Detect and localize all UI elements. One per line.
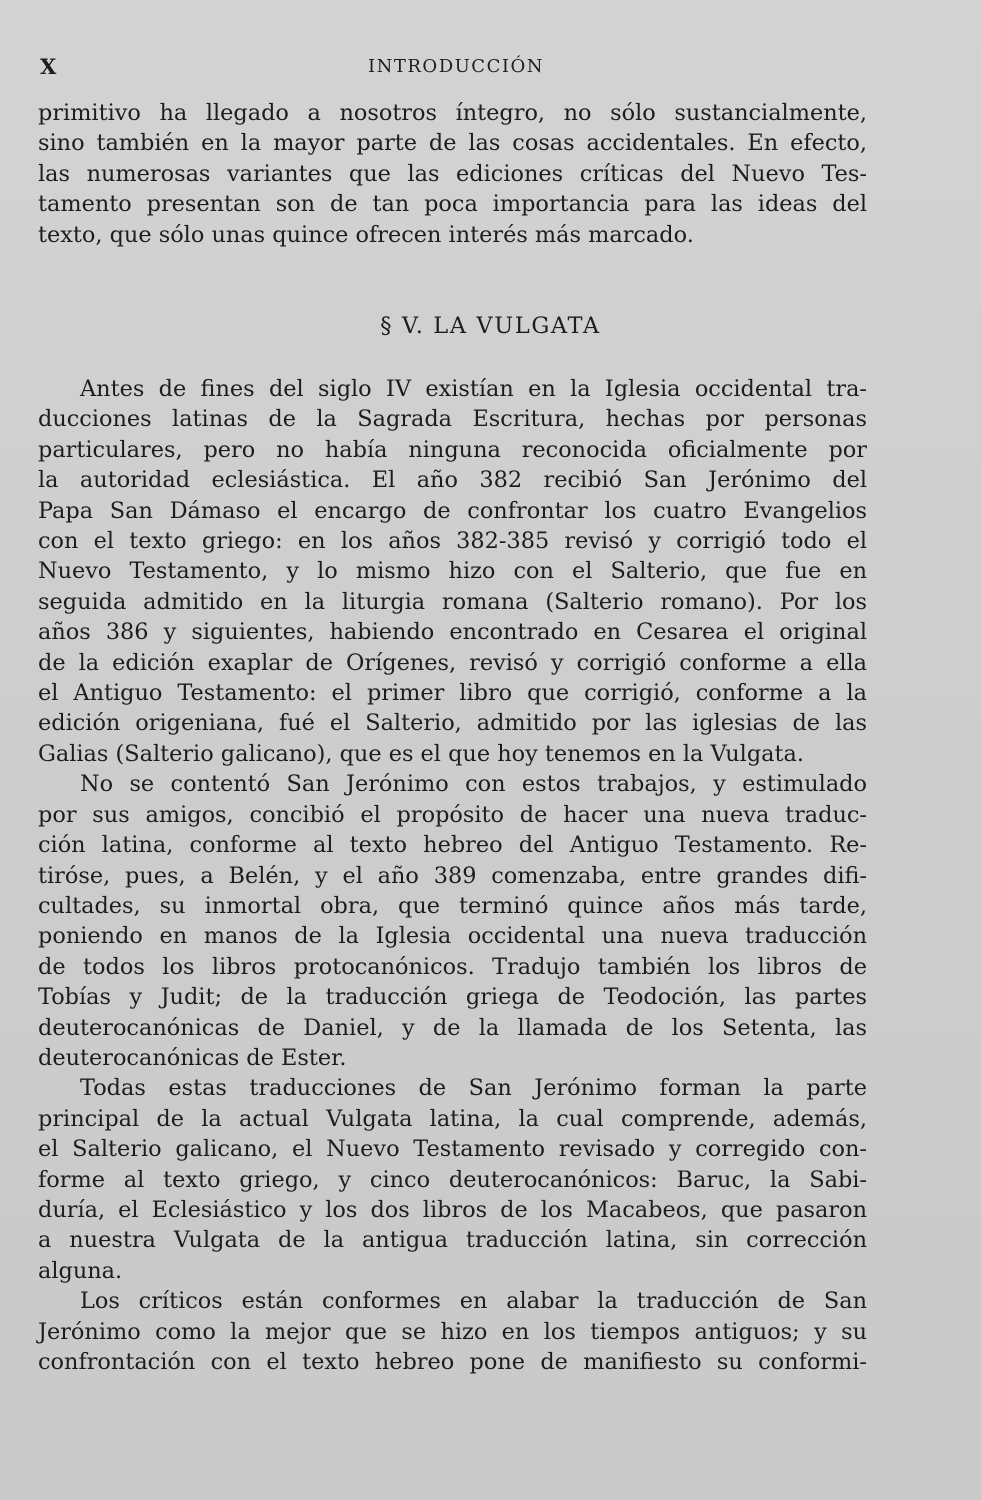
paragraph — [38, 769, 867, 1073]
text-line: el Salterio galicano, el Nuevo Testamento revisado y corregido con- — [38, 1136, 867, 1163]
text-line: Los críticos están conformes en alabar la traducción de San — [80, 1288, 867, 1315]
running-title: INTRODUCCIÓN — [368, 56, 544, 77]
paragraph — [38, 374, 867, 769]
text-line: Jerónimo como la mejor que se hizo en los tiempos antiguos; y su — [38, 1318, 867, 1345]
paragraph — [38, 1286, 867, 1377]
text-line: forme al texto griego, y cinco deuterocanónicos: Baruc, la Sabi- — [38, 1166, 867, 1193]
text-line: Antes de fines del siglo IV existían en la Iglesia occidental tra- — [80, 376, 867, 402]
text-line: tiróse, pues, a Belén, y el año 389 comenzaba, entre grandes difi- — [38, 862, 867, 889]
text-line: principal de la actual Vulgata latina, la cual comprende, además, — [38, 1105, 867, 1132]
text-line: Todas estas traducciones de San Jerónimo forman la parte — [80, 1075, 867, 1102]
paragraph — [38, 1073, 867, 1286]
text-line: cultades, su inmortal obra, que terminó quince años más tarde, — [38, 892, 867, 919]
page-number: X — [40, 54, 58, 79]
text-line: edición origeniana, fué el Salterio, admitido por las iglesias de las — [38, 710, 867, 737]
text-line: de la edición exaplar de Orígenes, revisó y corrigió conforme a ella — [38, 649, 867, 676]
text-line: primitivo ha llegado a nosotros íntegro, no sólo sustancialmente, — [38, 100, 867, 126]
text-line: con el texto griego: en los años 382-385 revisó y corrigió todo el — [38, 528, 867, 555]
text-line: poniendo en manos de la Iglesia occidental una nueva traducción — [38, 923, 867, 950]
continued-paragraph — [38, 98, 867, 250]
text-line: ducciones latinas de la Sagrada Escritura, hechas por personas — [38, 406, 867, 433]
text-line: texto, que sólo unas quince ofrecen interés más marcado. — [38, 221, 694, 248]
text-line: alguna. — [38, 1257, 123, 1284]
text-line: duría, el Eclesiástico y los dos libros de los Macabeos, que pasaron — [38, 1196, 867, 1223]
text-line: seguida admitido en la liturgia romana (Salterio romano). Por los — [38, 588, 867, 615]
text-line: No se contentó San Jerónimo con estos trabajos, y estimulado — [80, 771, 867, 798]
text-line: de todos los libros protocanónicos. Tradujo también los libros de — [38, 953, 867, 980]
text-line: a nuestra Vulgata de la antigua traducción latina, sin corrección — [38, 1227, 867, 1254]
text-line: la autoridad eclesiástica. El año 382 recibió San Jerónimo del — [38, 467, 867, 494]
text-line: Galias (Salterio galicano), que es el que hoy tenemos en la Vulgata. — [38, 740, 804, 767]
running-header — [40, 54, 872, 86]
text-line: Tobías y Judit; de la traducción griega de Teodoción, las partes — [38, 984, 867, 1011]
text-line: confrontación con el texto hebreo pone de manifiesto su conformi- — [38, 1349, 867, 1375]
section-body — [38, 374, 867, 1377]
text-line: ción latina, conforme al texto hebreo del Antiguo Testamento. Re- — [38, 832, 867, 859]
text-line: tamento presentan son de tan poca importancia para las ideas del — [38, 191, 867, 218]
text-line: Nuevo Testamento, y lo mismo hizo con el Salterio, que fue en — [38, 558, 867, 585]
text-line: particulares, pero no había ninguna reconocida oficialmente por — [38, 436, 867, 463]
text-line: deuterocanónicas de Daniel, y de la llamada de los Setenta, las — [38, 1014, 867, 1041]
text-line: deuterocanónicas de Ester. — [38, 1044, 347, 1071]
text-line: el Antiguo Testamento: el primer libro que corrigió, conforme a la — [38, 680, 867, 707]
text-line: años 386 y siguientes, habiendo encontrado en Cesarea el original — [38, 619, 867, 646]
text-line: Papa San Dámaso el encargo de confrontar los cuatro Evangelios — [38, 497, 867, 524]
text-line: las numerosas variantes que las ediciones críticas del Nuevo Tes- — [38, 160, 867, 187]
section-heading: § V. LA VULGATA — [380, 313, 601, 339]
text-line: por sus amigos, concibió el propósito de hacer una nueva traduc- — [38, 801, 867, 828]
text-line: sino también en la mayor parte de las cosas accidentales. En efecto, — [38, 130, 867, 157]
